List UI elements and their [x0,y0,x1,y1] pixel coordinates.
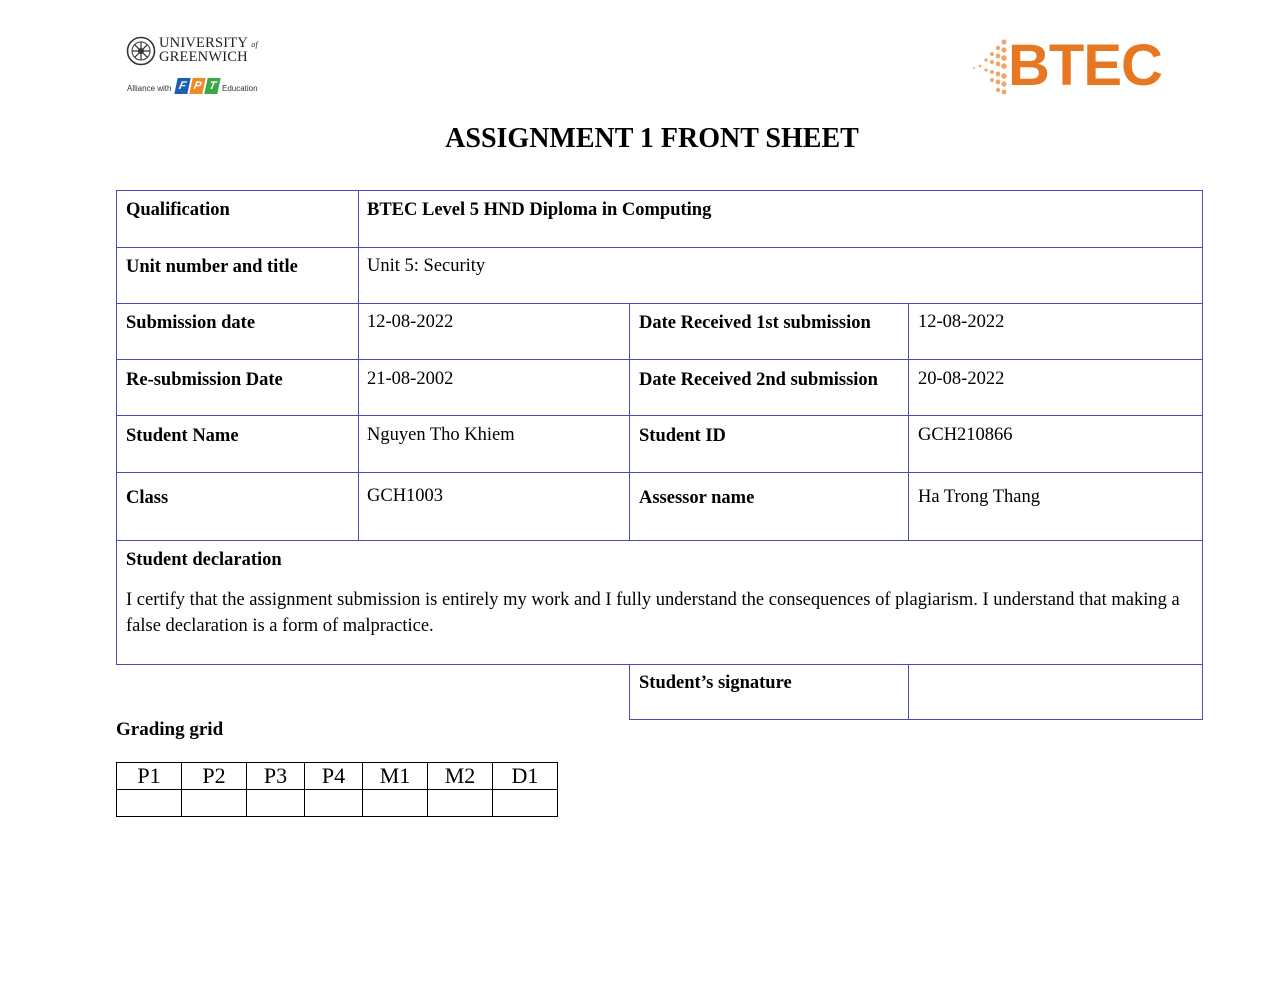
date-received-1st-value: 12-08-2022 [918,312,1005,332]
class-value: GCH1003 [367,486,444,506]
unit-value: Unit 5: Security [367,256,486,276]
grade-cell-p2[interactable] [182,790,247,817]
date-received-2nd-value: 20-08-2022 [918,369,1005,389]
signature-value-cell[interactable] [908,664,1203,720]
grade-header-d1: D1 [493,763,558,790]
date-received-1st-label: Date Received 1st submission [639,313,871,333]
page-title: ASSIGNMENT 1 FRONT SHEET [445,123,859,154]
grade-header-p1: P1 [117,763,182,790]
student-name-value: Nguyen Tho Khiem [367,425,515,445]
student-id-label: Student ID [639,426,726,446]
university-wordmark [159,37,258,64]
fpt-logo [176,78,219,94]
qualification-label: Qualification [126,200,230,220]
alliance-text: Alliance with [127,84,172,93]
grading-header-row [117,763,558,790]
grade-header-p2: P2 [182,763,247,790]
fpt-letter-f: F [174,78,190,94]
submission-date-label: Submission date [126,313,256,333]
assessor-value: Ha Trong Thang [918,487,1040,507]
grade-header-p3: P3 [247,763,305,790]
date-received-2nd-label: Date Received 2nd submission [639,370,878,390]
btec-wordmark: BTEC [1008,33,1162,98]
education-text: Education [222,84,258,93]
signature-label: Student’s signature [639,673,792,693]
grade-header-p4: P4 [305,763,363,790]
grade-header-m1: M1 [363,763,428,790]
grade-cell-p4[interactable] [305,790,363,817]
btec-logo [970,33,1170,98]
grade-cell-p1[interactable] [117,790,182,817]
grading-value-row [117,790,558,817]
fpt-letter-t: T [204,78,220,94]
submission-date-value: 12-08-2022 [367,312,454,332]
class-label: Class [126,488,169,508]
assessor-label: Assessor name [639,488,755,508]
grade-cell-d1[interactable] [493,790,558,817]
fpt-letter-p: P [189,78,205,94]
university-line1: UNIVERSITY [159,35,248,51]
declaration-text: I certify that the assignment submission is entirely my work and I fully understand the consequences of plagiarism. I understand that making a false declaration is a form of malpractice. [126,590,1180,636]
student-name-label: Student Name [126,426,239,446]
grading-grid [116,762,558,817]
btec-dots-icon [970,38,1010,98]
university-logo [126,34,266,106]
declaration-heading: Student declaration [126,550,282,570]
university-line2: GREENWICH [159,49,248,65]
grade-cell-m1[interactable] [363,790,428,817]
resubmission-date-label: Re-submission Date [126,370,283,390]
grade-cell-p3[interactable] [247,790,305,817]
unit-label: Unit number and title [126,257,298,277]
student-id-value: GCH210866 [918,425,1013,445]
resubmission-date-value: 21-08-2002 [367,369,454,389]
university-seal-icon [126,36,156,66]
grade-header-m2: M2 [428,763,493,790]
qualification-value: BTEC Level 5 HND Diploma in Computing [367,200,712,220]
university-of: of [251,40,258,49]
grade-cell-m2[interactable] [428,790,493,817]
grading-grid-label: Grading grid [116,719,224,740]
